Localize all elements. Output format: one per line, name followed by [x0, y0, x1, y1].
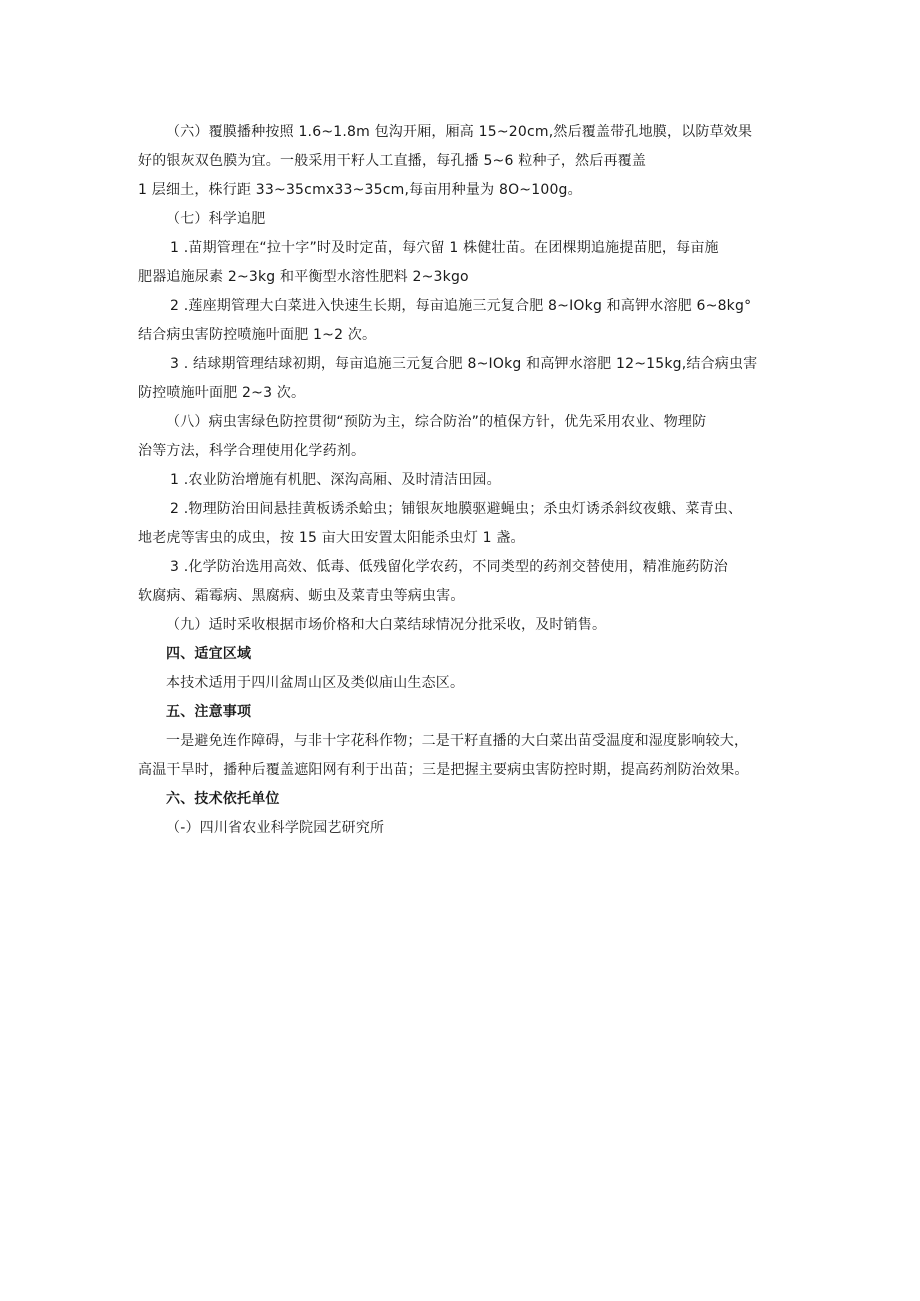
section-heading-notes: 五、注意事项	[166, 704, 252, 720]
para-line: 本技术适用于四川盆周山区及类似庙山生态区。	[166, 675, 465, 691]
para-line: 3 . 结球期管理结球初期，每亩追施三元复合肥 8~IOkg 和高钾水溶肥 12~15kg,结合病虫害	[170, 356, 758, 372]
para-line: 软腐病、霜霉病、黑腐病、蛎虫及菜青虫等病虫害。	[138, 588, 465, 604]
section-heading: （七）科学追肥	[166, 211, 266, 227]
para-line: 3 .化学防治选用高效、低毒、低残留化学农药，不同类型的药剂交替使用，精准施药防治	[170, 559, 729, 575]
para-line: （-）四川省农业科学院园艺研究所	[166, 820, 385, 836]
para-line: 2 .莲座期管理大白菜进入快速生长期，每亩追施三元复合肥 8~IOkg 和高钾水溶肥 6~8kg°	[170, 298, 752, 314]
para-line: 1 层细土，株行距 33~35cmx33~35cm,每亩用种量为 8O~100g。	[138, 182, 582, 198]
para-line: 2 .物理防治田间悬挂黄板诱杀蛤虫；铺银灰地膜驱避蝇虫；杀虫灯诱杀斜纹夜蛾、菜青虫、	[170, 501, 743, 517]
para-line: 1 .农业防治增施有机肥、深沟高厢、及时清洁田园。	[170, 472, 501, 488]
para-line: 地老虎等害虫的成虫，按 15 亩大田安置太阳能杀虫灯 1 盏。	[138, 530, 525, 546]
section-heading-region: 四、适宜区域	[166, 646, 252, 662]
para-line: 肥器追施尿素 2~3kg 和平衡型水溶性肥料 2~3kgo	[138, 269, 469, 285]
para-line: 一是避免连作障碍，与非十字花科作物；二是干籽直播的大白菜出苗受温度和湿度影响较大，	[166, 733, 749, 749]
para-line: 防控喷施叶面肥 2~3 次。	[138, 385, 306, 401]
para-line: 高温干旱时，播种后覆盖遮阳网有利于出苗；三是把握主要病虫害防控时期，提高药剂防治效果。	[138, 762, 749, 778]
document-body	[138, 118, 788, 843]
para-line: （八）病虫害绿色防控贯彻“预防为主，综合防治”的植保方针，优先采用农业、物理防	[166, 414, 707, 430]
para-line: （六）覆膜播种按照 1.6~1.8m 包沟开厢，厢高 15~20cm,然后覆盖带孔地膜，以防草效果	[166, 124, 753, 140]
para-line: 1 .苗期管理在“拉十字”时及时定苗，每穴留 1 株健壮苗。在团棵期追施提苗肥，每亩施	[170, 240, 719, 256]
para-line: 治等方法，科学合理使用化学药剂。	[138, 443, 366, 459]
para-line: 好的银灰双色膜为宜。一般采用干籽人工直播，每孔播 5~6 粒种子，然后再覆盖	[138, 153, 647, 169]
section-heading-units: 六、技术依托单位	[166, 791, 280, 807]
para-line: 结合病虫害防控喷施叶面肥 1~2 次。	[138, 327, 377, 343]
para-line: （九）适时采收根据市场价格和大白菜结球情况分批采收，及时销售。	[166, 617, 607, 633]
